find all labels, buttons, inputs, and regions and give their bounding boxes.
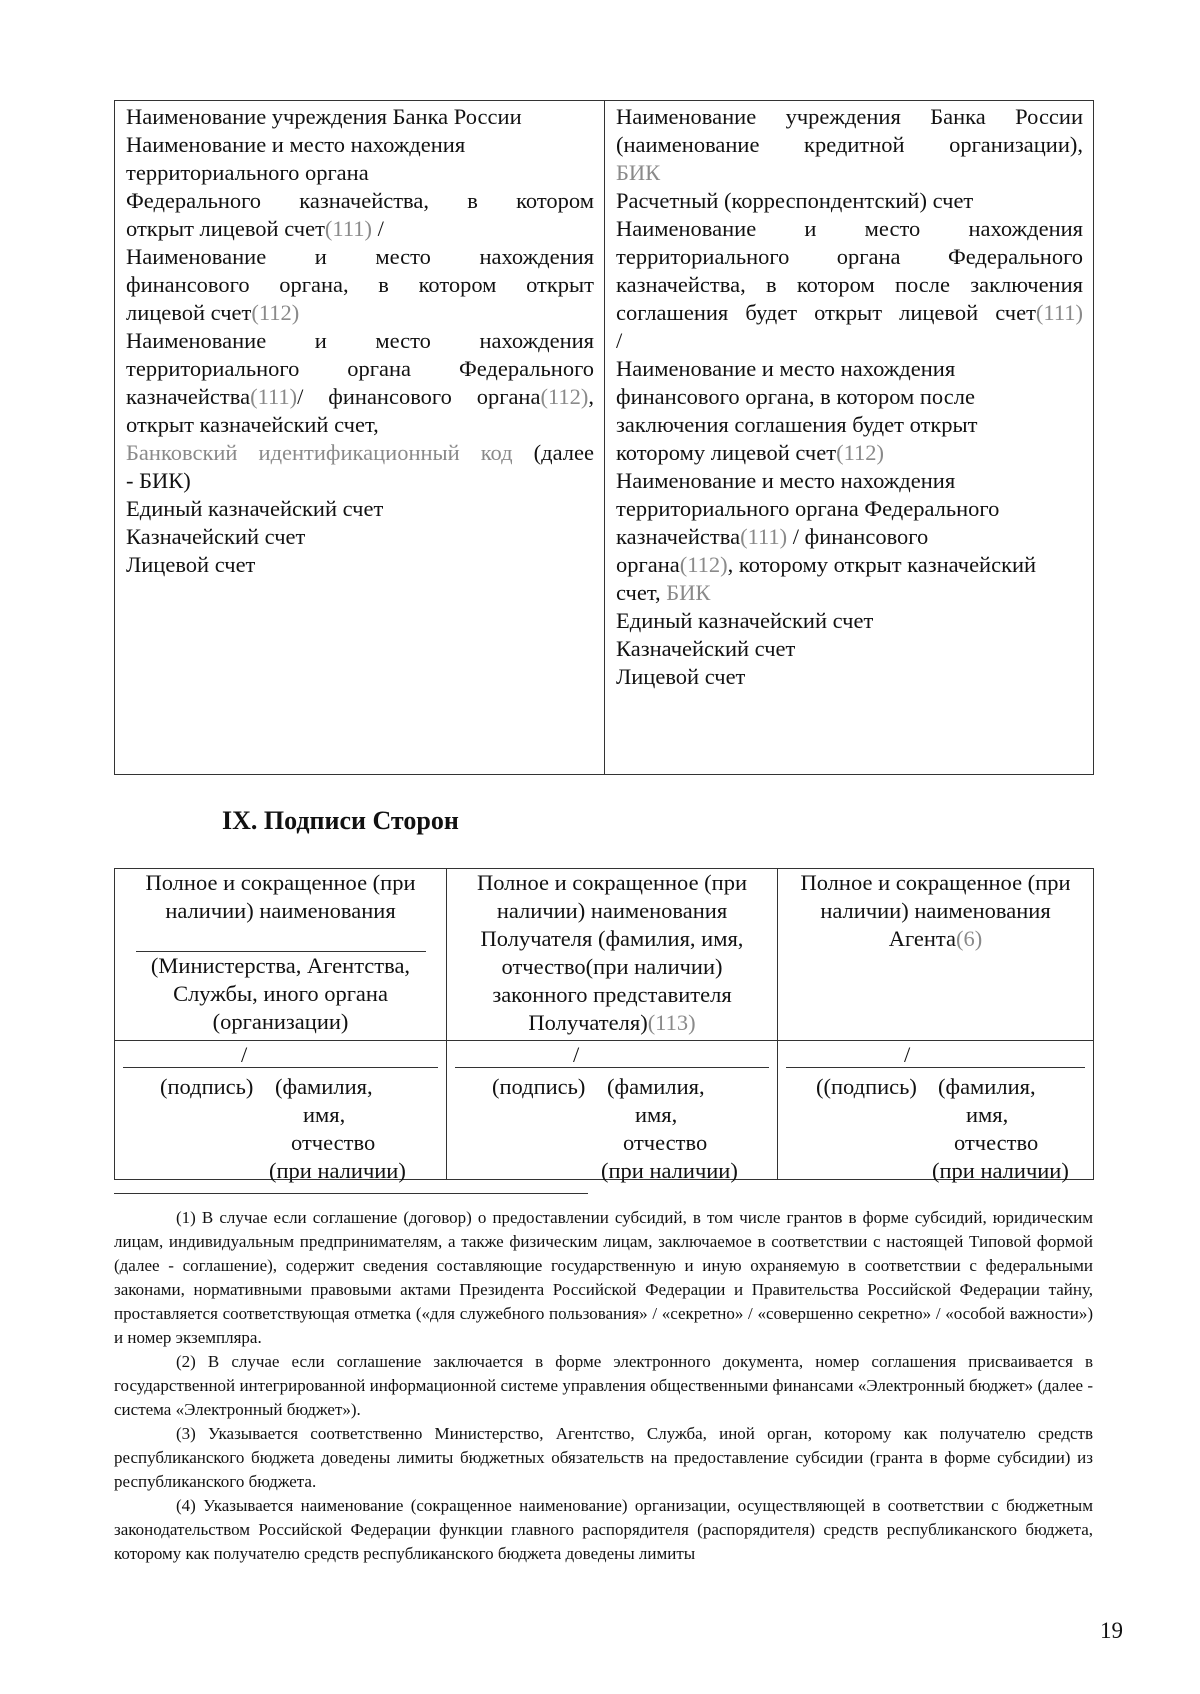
agent-signature-cell	[778, 1041, 1093, 1183]
line: Наименование учреждения Банка России	[616, 104, 1083, 129]
footnote-ref: (111)	[740, 524, 788, 549]
bank-details-left-column	[115, 101, 605, 774]
line: счет, БИК	[616, 580, 711, 605]
line: /	[616, 328, 623, 353]
line: Наименование и место нахождения	[126, 244, 594, 269]
line: территориального органа	[126, 160, 369, 185]
line: Казначейский счет	[616, 636, 796, 661]
footnote-ref: (112)	[251, 300, 300, 325]
line: территориального органа Федерального	[616, 244, 1083, 269]
signature-caption: (подпись) (фамилия, имя, отчество (при наличии)	[160, 1074, 406, 1183]
footnote-3: (3) Указывается соответственно Министерство, Агентство, Служба, иной орган, которому как получателю средств республиканского бюджета доведены лимиты бюджетных обязательств на предоставление субсидии (гранта в форме субсидии) из республиканского бюджета.	[114, 1424, 1093, 1491]
line: Федерального казначейства, в котором	[126, 188, 594, 213]
line: Наименование и место нахождения	[616, 356, 956, 381]
name-blank-line	[136, 931, 426, 952]
bik-label: БИК	[616, 160, 661, 185]
line: Казначейский счет	[126, 524, 306, 549]
signature-line: /	[123, 1041, 438, 1071]
footnote-ref: (111)	[250, 384, 298, 409]
footnote-ref: (6)	[956, 926, 983, 951]
line: (наименование кредитной организации),	[616, 132, 1083, 157]
bik-label: Банковский идентификационный код	[126, 440, 513, 465]
signature-caption: (подпись) (фамилия, имя, отчество (при наличии)	[492, 1074, 738, 1183]
ministry-signature-cell	[115, 1041, 447, 1183]
line: Единый казначейский счет	[126, 496, 384, 521]
bank-details-table	[114, 100, 1094, 775]
footnote-separator	[114, 1193, 588, 1194]
signature-caption: ((подпись) (фамилия, имя, отчество (при наличии)	[816, 1074, 1069, 1183]
signatures-header-row	[115, 869, 1093, 1041]
line: Наименование учреждения Банка России	[126, 104, 522, 129]
signatures-table	[114, 868, 1094, 1183]
recipient-signature-cell	[447, 1041, 778, 1183]
line: Лицевой счет	[616, 664, 746, 689]
line: территориального органа Федерального	[616, 496, 1000, 521]
footnote-2: (2) В случае если соглашение заключается в форме электронного документа, номер соглашения присваивается в государственной интегрированной информационной системе управления общественными финансами «Электронный бюджет» (далее - система «Электронный бюджет»).	[114, 1352, 1093, 1419]
agent-header-cell: Полное и сокращенное (при наличии) наименования Агента(6)	[800, 870, 1071, 951]
line: которому лицевой счет(112)	[616, 440, 884, 465]
line: органа(112), которому открыт казначейский	[616, 552, 1037, 577]
line: казначейства(111)/ финансового органа(112),	[126, 384, 594, 409]
line: Единый казначейский счет	[616, 608, 874, 633]
line: Наименование и место нахождения	[616, 216, 1083, 241]
bik-label: БИК	[666, 580, 711, 605]
line: открыт лицевой счет(111) /	[126, 216, 384, 241]
footnote-ref: (112)	[679, 552, 728, 577]
line: Лицевой счет	[126, 552, 256, 577]
footnote-ref: (111)	[324, 216, 372, 241]
footnote-ref: (112)	[540, 384, 589, 409]
line: открыт казначейский счет,	[126, 412, 379, 437]
line: лицевой счет(112)	[126, 300, 300, 325]
line: Расчетный (корреспондентский) счет	[616, 188, 974, 213]
signature-line: /	[786, 1041, 1085, 1071]
footnote-ref: (111)	[1035, 300, 1083, 325]
footnote-ref: (112)	[836, 440, 884, 465]
bank-details-right-column	[605, 101, 1093, 774]
line: Банковский идентификационный код (далее	[126, 440, 594, 465]
page-number: 19	[1100, 1618, 1123, 1643]
signature-line: /	[455, 1041, 769, 1071]
line: соглашения будет открыт лицевой счет(111)	[616, 300, 1083, 325]
line: Наименование и место нахождения	[616, 468, 956, 493]
footnote-ref: (113)	[647, 1010, 696, 1035]
line: казначейства(111) / финансового	[616, 524, 929, 549]
footnote-1: (1) В случае если соглашение (договор) о предоставлении субсидий, в том числе грантов в форме субсидий, юридическим лицам, индивидуальным предпринимателям, а также физическим лицам, заключаемое в соответствии с настоящей Типовой формой (далее - соглашение), содержит сведения составляющие государственную и иную охраняемую в соответствии с федеральными законами, нормативными правовыми актами Президента Российской Федерации и Правительства Российской Федерации тайну, проставляется соответствующая отметка («для служебного пользования» / «секретно» / «совершенно секретно» / «особой важности») и номер экземпляра.	[114, 1208, 1093, 1347]
section-title: IX. Подписи Сторон	[222, 806, 459, 835]
line: заключения соглашения будет открыт	[616, 412, 978, 437]
line: финансового органа, в котором открыт	[126, 272, 594, 297]
recipient-header-cell: Полное и сокращенное (при наличии) наименования Получателя (фамилия, имя, отчество(при наличии) законного представителя Получателя)(113)	[447, 869, 778, 1040]
line: территориального органа Федерального	[126, 356, 594, 381]
footnote-4: (4) Указывается наименование (сокращенное наименование) организации, осуществляющей в соответствии с бюджетным законодательством Российской Федерации функции главного распорядителя (распорядителя) средств республиканского бюджета, которому как получателю средств республиканского бюджета доведены лимиты	[114, 1496, 1093, 1563]
line: Наименование и место нахождения	[126, 132, 466, 157]
line: Наименование и место нахождения	[126, 328, 594, 353]
ministry-header-cell: Полное и сокращенное (при наличии) наименования (Министерства, Агентства, Службы, иного органа (организации)	[115, 869, 447, 1040]
footnotes	[114, 1206, 1093, 1566]
signatures-sign-row	[115, 1041, 1093, 1183]
line: - БИК)	[126, 468, 191, 493]
line: финансового органа, в котором после	[616, 384, 975, 409]
line: казначейства, в котором после заключения	[616, 272, 1083, 297]
